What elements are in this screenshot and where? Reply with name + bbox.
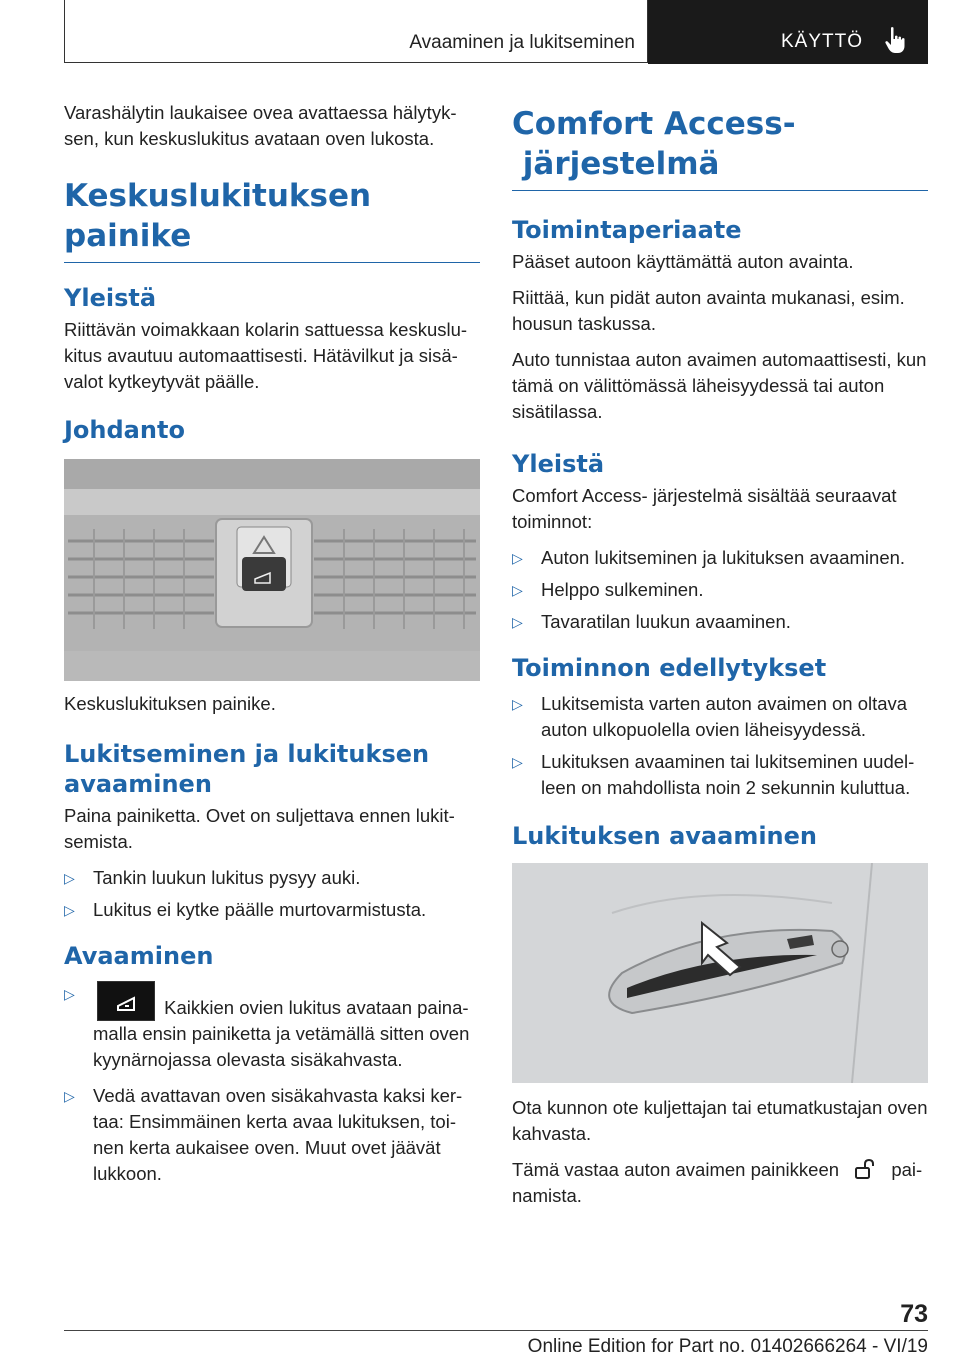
triangle-bullet-icon: ▷ bbox=[512, 696, 523, 712]
triangle-bullet-icon: ▷ bbox=[512, 754, 523, 770]
heading-unlock-comfort: Lukituksen avaaminen bbox=[512, 822, 818, 850]
unlocking-list bbox=[64, 981, 480, 1187]
unlock-icon bbox=[848, 1158, 882, 1180]
footer-rule bbox=[64, 1330, 928, 1331]
list-item: ▷ Vedä avattavan oven sisäkahvasta kaksi kertaa: Ensimmäinen kerta avaa lukituksen, toinen kerta aukaisee oven. Muut ovet jäävät lukkoon. bbox=[64, 1085, 463, 1184]
section-title: Avaaminen ja lukitseminen bbox=[409, 32, 635, 53]
list-item: ▷ Helppo sulkeminen. bbox=[512, 577, 928, 603]
heading-principle: Toimintaperiaate bbox=[512, 216, 742, 244]
heading-locking: Lukitseminen ja lukituksen avaaminen bbox=[64, 740, 430, 798]
triangle-bullet-icon: ▷ bbox=[512, 582, 523, 598]
heading-general-right: Yleistä bbox=[512, 450, 605, 478]
hand-pointer-icon bbox=[884, 26, 908, 54]
section-tab bbox=[64, 0, 648, 63]
triangle-bullet-icon: ▷ bbox=[64, 986, 75, 1002]
central-lock-button-icon bbox=[97, 981, 155, 1021]
triangle-bullet-icon: ▷ bbox=[64, 1088, 75, 1104]
handle-paragraph: Ota kunnon ote kuljettajan tai etumatkustajan oven kahvasta. bbox=[512, 1097, 928, 1144]
photo-caption: Keskuslukituksen painike. bbox=[64, 693, 276, 714]
requirements-list bbox=[512, 691, 928, 801]
list-item: ▷ Kaikkien ovien lukitus avataan painamalla ensin painiketta ja vetämällä sitten oven kyynärnojassa olevasta sisäkahvasta. bbox=[64, 981, 480, 1073]
locking-list bbox=[64, 865, 480, 923]
central-lock-button-photo bbox=[64, 459, 480, 681]
left-column bbox=[64, 100, 480, 1197]
chapter-tab bbox=[648, 0, 928, 64]
list-item: ▷ Tavaratilan luukun avaaminen. bbox=[512, 609, 928, 635]
triangle-bullet-icon: ▷ bbox=[512, 614, 523, 630]
heading-unlocking: Avaaminen bbox=[64, 942, 214, 970]
key-button-paragraph: Tämä vastaa auton avaimen painikkeen painamista. bbox=[512, 1159, 923, 1206]
triangle-bullet-icon: ▷ bbox=[64, 870, 75, 886]
principle-paragraph-2: Riittää, kun pidät auton avainta mukanasi, esim. housun taskussa. bbox=[512, 287, 905, 334]
right-column bbox=[512, 104, 928, 1219]
list-item: ▷ Auton lukitseminen ja lukituksen avaaminen. bbox=[512, 545, 928, 571]
locking-paragraph: Paina painiketta. Ovet on suljettava ennen lukitsemista. bbox=[64, 805, 455, 852]
door-handle-photo bbox=[512, 863, 928, 1083]
intro-paragraph: Varashälytin laukaisee ovea avattaessa hälytyksen, kun keskuslukitus avataan oven lukosta. bbox=[64, 102, 457, 149]
triangle-bullet-icon: ▷ bbox=[512, 550, 523, 566]
section-heading-comfort-access: Comfort Access- järjestelmä bbox=[512, 104, 928, 191]
list-item: ▷ Tankin luukun lukitus pysyy auki. bbox=[64, 865, 480, 891]
list-item: ▷ Lukitsemista varten auton avaimen on oltava auton ulkopuolella ovien läheisyydessä. bbox=[512, 693, 908, 740]
list-item: ▷ Lukitus ei kytke päälle murtovarmistusta. bbox=[64, 897, 480, 923]
principle-paragraph-3: Auto tunnistaa auton avaimen automaattisesti, kun tämä on välittömässä läheisyydessä tai auton sisätilassa. bbox=[512, 349, 927, 422]
triangle-bullet-icon: ▷ bbox=[64, 902, 75, 918]
heading-requirements: Toiminnon edellytykset bbox=[512, 654, 827, 682]
general-paragraph: Riittävän voimakkaan kolarin sattuessa keskuslukitus avautuu automaattisesti. Hätävilkut ja sisävalot kytkeytyvät päälle. bbox=[64, 319, 468, 392]
chapter-title: KÄYTTÖ bbox=[781, 31, 864, 52]
section-heading-central-lock: Keskuslukituksen painike bbox=[64, 176, 480, 263]
edition-note: Online Edition for Part no. 01402666264 - VI/19 bbox=[527, 1336, 928, 1357]
general-right-paragraph: Comfort Access- järjestelmä sisältää seuraavat toiminnot: bbox=[512, 485, 897, 532]
page-number: 73 bbox=[900, 1300, 928, 1328]
heading-general: Yleistä bbox=[64, 284, 157, 312]
page-header bbox=[64, 0, 928, 64]
list-item: ▷ Lukituksen avaaminen tai lukitseminen uudelleen on mahdollista noin 2 sekunnin kuluttua. bbox=[512, 751, 915, 798]
principle-paragraph-1: Pääset autoon käyttämättä auton avainta. bbox=[512, 251, 854, 272]
features-list bbox=[512, 545, 928, 635]
heading-intro: Johdanto bbox=[64, 416, 185, 444]
